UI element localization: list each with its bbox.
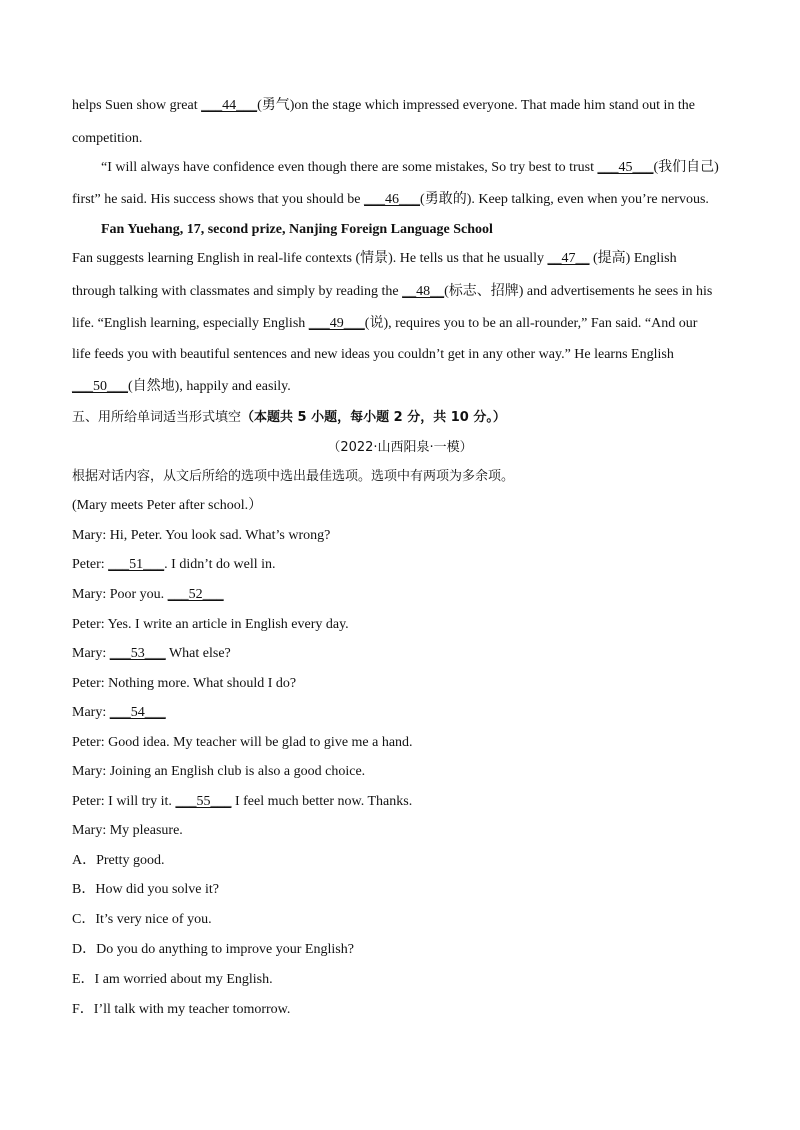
section-heading: Fan Yuehang, 17, second prize, Nanjing Foreign Language School — [101, 222, 493, 237]
text: Mary: — [72, 646, 110, 661]
dialogue-context: (Mary meets Peter after school.） — [72, 498, 263, 513]
dialogue-line — [72, 585, 732, 605]
dialogue-line — [72, 644, 732, 664]
option-b[interactable]: B．How did you solve it? — [72, 882, 219, 897]
blank-52[interactable]: ___52___ — [167, 587, 224, 602]
option-e[interactable]: E．I am worried about my English. — [72, 972, 273, 987]
blank-46[interactable]: ___46___ — [364, 192, 421, 207]
dialogue-line — [72, 555, 732, 575]
blank-47[interactable]: __47__ — [547, 251, 590, 266]
text: Peter: — [72, 557, 109, 572]
blank-50[interactable]: ___50___ — [72, 379, 128, 394]
blank-54[interactable]: ___54___ — [109, 705, 166, 720]
dialogue-line: Peter: Good idea. My teacher will be glad to give me a hand. — [72, 735, 413, 750]
dialogue-line: Mary: Hi, Peter. You look sad. What’s wrong? — [72, 528, 331, 543]
dialogue-line: Peter: Nothing more. What should I do? — [72, 676, 297, 691]
passage-line-5 — [72, 249, 732, 269]
text: Fan suggests learning English in real-life contexts (情景). He tells us that he usually — [72, 251, 548, 266]
text: life. “English learning, especially English — [72, 316, 309, 331]
blank-55[interactable]: ___55___ — [175, 794, 232, 809]
text: (勇气)on the stage which impressed everyone. That made him stand out in the — [257, 98, 696, 113]
text: (我们自己) — [653, 160, 719, 175]
option-d[interactable]: D．Do you do anything to improve your English? — [72, 942, 354, 957]
question-instruction: 根据对话内容，从文后所给的选项中选出最佳选项。选项中有两项为多余项。 — [72, 469, 515, 484]
blank-53[interactable]: ___53___ — [109, 646, 166, 661]
option-f[interactable]: F．I’ll talk with my teacher tomorrow. — [72, 1002, 291, 1017]
section-5-title — [72, 408, 732, 428]
passage-line-8: life feeds you with beautiful sentences and new ideas you couldn’t get in any other way.” He learns English — [72, 347, 674, 362]
passage-line-3 — [101, 158, 761, 178]
dialogue-line: Peter: Yes. I write an article in English every day. — [72, 617, 349, 632]
text: through talking with classmates and simply by reading the — [72, 284, 403, 299]
passage-line-7 — [72, 314, 732, 334]
dialogue-line — [72, 792, 732, 812]
text: (提高) English — [589, 251, 677, 266]
passage-line-9 — [72, 377, 732, 397]
passage-line-4 — [72, 190, 732, 210]
blank-44[interactable]: ___44___ — [201, 98, 258, 113]
text: Peter: I will try it. — [72, 794, 176, 809]
passage-line-6 — [72, 282, 732, 302]
section-title: 五、用所给单词适当形式填空 — [72, 410, 242, 425]
text: (说), requires you to be an all-rounder,” Fan said. “And our — [364, 316, 698, 331]
text: I feel much better now. Thanks. — [231, 794, 413, 809]
text: (勇敢的). Keep talking, even when you’re nervous. — [420, 192, 709, 207]
dialogue-line: Mary: My pleasure. — [72, 823, 183, 838]
blank-49[interactable]: ___49___ — [308, 316, 365, 331]
text: Mary: — [72, 705, 110, 720]
dialogue-line: Mary: Joining an English club is also a good choice. — [72, 764, 366, 779]
option-c[interactable]: C．It’s very nice of you. — [72, 912, 212, 927]
text: What else? — [165, 646, 231, 661]
text: (自然地), happily and easily. — [128, 379, 291, 394]
text: Mary: Poor you. — [72, 587, 168, 602]
dialogue-line — [72, 703, 732, 723]
passage-line-1 — [72, 96, 732, 116]
text: helps Suen show great — [72, 98, 202, 113]
text: first” he said. His success shows that you should be — [72, 192, 365, 207]
text: “I will always have confidence even though there are some mistakes, So try best to trust — [101, 160, 598, 175]
section-note: （本题共 5 小题，每小题 2 分，共 10 分。） — [241, 410, 506, 425]
passage-line-2: competition. — [72, 131, 143, 146]
blank-45[interactable]: ___45___ — [597, 160, 654, 175]
blank-48[interactable]: __48__ — [402, 284, 445, 299]
question-source: （2022·山西阳泉·一模） — [327, 440, 473, 455]
text: (标志、招牌) and advertisements he sees in his — [444, 284, 713, 299]
blank-51[interactable]: ___51___ — [108, 557, 165, 572]
text: . I didn’t do well in. — [164, 557, 276, 572]
option-a[interactable]: A．Pretty good. — [72, 853, 165, 868]
